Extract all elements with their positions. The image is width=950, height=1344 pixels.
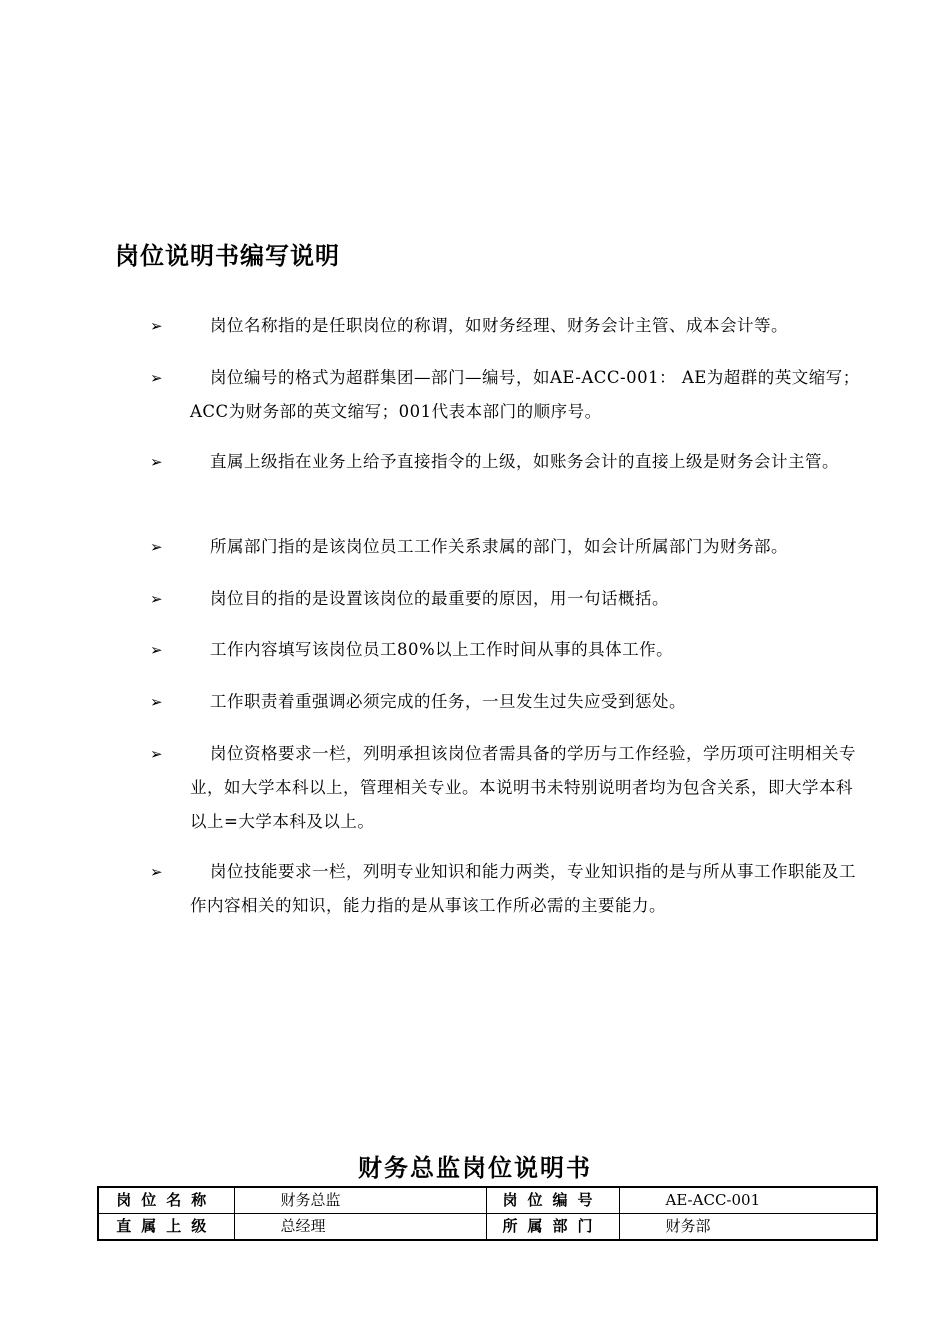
position-info-table [97, 1186, 878, 1241]
department-value: 财务部 [619, 1214, 877, 1241]
superior-label: 直属上级 [98, 1214, 234, 1241]
arrow-bullet-icon: ➢ [150, 317, 163, 335]
list-item-text: 岗位编号的格式为超群集团—部门—编号，如AE-ACC-001： AE为超群的英文缩写；ACC为财务部的英文缩写；001代表本部门的顺序号。 [190, 368, 860, 421]
arrow-bullet-icon: ➢ [150, 863, 163, 881]
position-code-label: 岗位编号 [486, 1187, 619, 1214]
position-name-value: 财务总监 [234, 1187, 486, 1214]
department-label: 所属部门 [486, 1214, 619, 1241]
list-item-text: 岗位目的指的是设置该岗位的最重要的原因，用一句话概括。 [210, 589, 669, 608]
position-code-value: AE-ACC-001 [619, 1187, 877, 1214]
table-row [98, 1187, 877, 1214]
list-item-text: 岗位资格要求一栏，列明承担该岗位者需具备的学历与工作经验，学历项可注明相关专业，如大学本科以上，管理相关专业。本说明书未特别说明者均为包含关系，即大学本科以上=大学本科及以上。 [190, 744, 856, 831]
superior-value: 总经理 [234, 1214, 486, 1241]
page-title: 岗位说明书编写说明 [115, 242, 340, 270]
arrow-bullet-icon: ➢ [150, 641, 163, 659]
list-item-text: 岗位名称指的是任职岗位的称谓，如财务经理、财务会计主管、成本会计等。 [210, 316, 788, 335]
table-row [98, 1214, 877, 1241]
position-name-label: 岗位名称 [98, 1187, 234, 1214]
sheet-title: 财务总监岗位说明书 [358, 1154, 592, 1182]
list-item-text: 直属上级指在业务上给予直接指令的上级，如账务会计的直接上级是财务会计主管。 [210, 452, 839, 471]
arrow-bullet-icon: ➢ [150, 369, 163, 387]
arrow-bullet-icon: ➢ [150, 590, 163, 608]
arrow-bullet-icon: ➢ [150, 453, 163, 471]
list-item-text: 岗位技能要求一栏，列明专业知识和能力两类，专业知识指的是与所从事工作职能及工作内容相关的知识，能力指的是从事该工作所必需的主要能力。 [190, 862, 856, 915]
arrow-bullet-icon: ➢ [150, 693, 163, 711]
arrow-bullet-icon: ➢ [150, 745, 163, 763]
arrow-bullet-icon: ➢ [150, 538, 163, 556]
list-item-text: 工作内容填写该岗位员工80%以上工作时间从事的具体工作。 [210, 640, 674, 659]
list-item-text: 所属部门指的是该岗位员工工作关系隶属的部门，如会计所属部门为财务部。 [210, 537, 788, 556]
list-item-text: 工作职责着重强调必须完成的任务，一旦发生过失应受到惩处。 [210, 692, 686, 711]
